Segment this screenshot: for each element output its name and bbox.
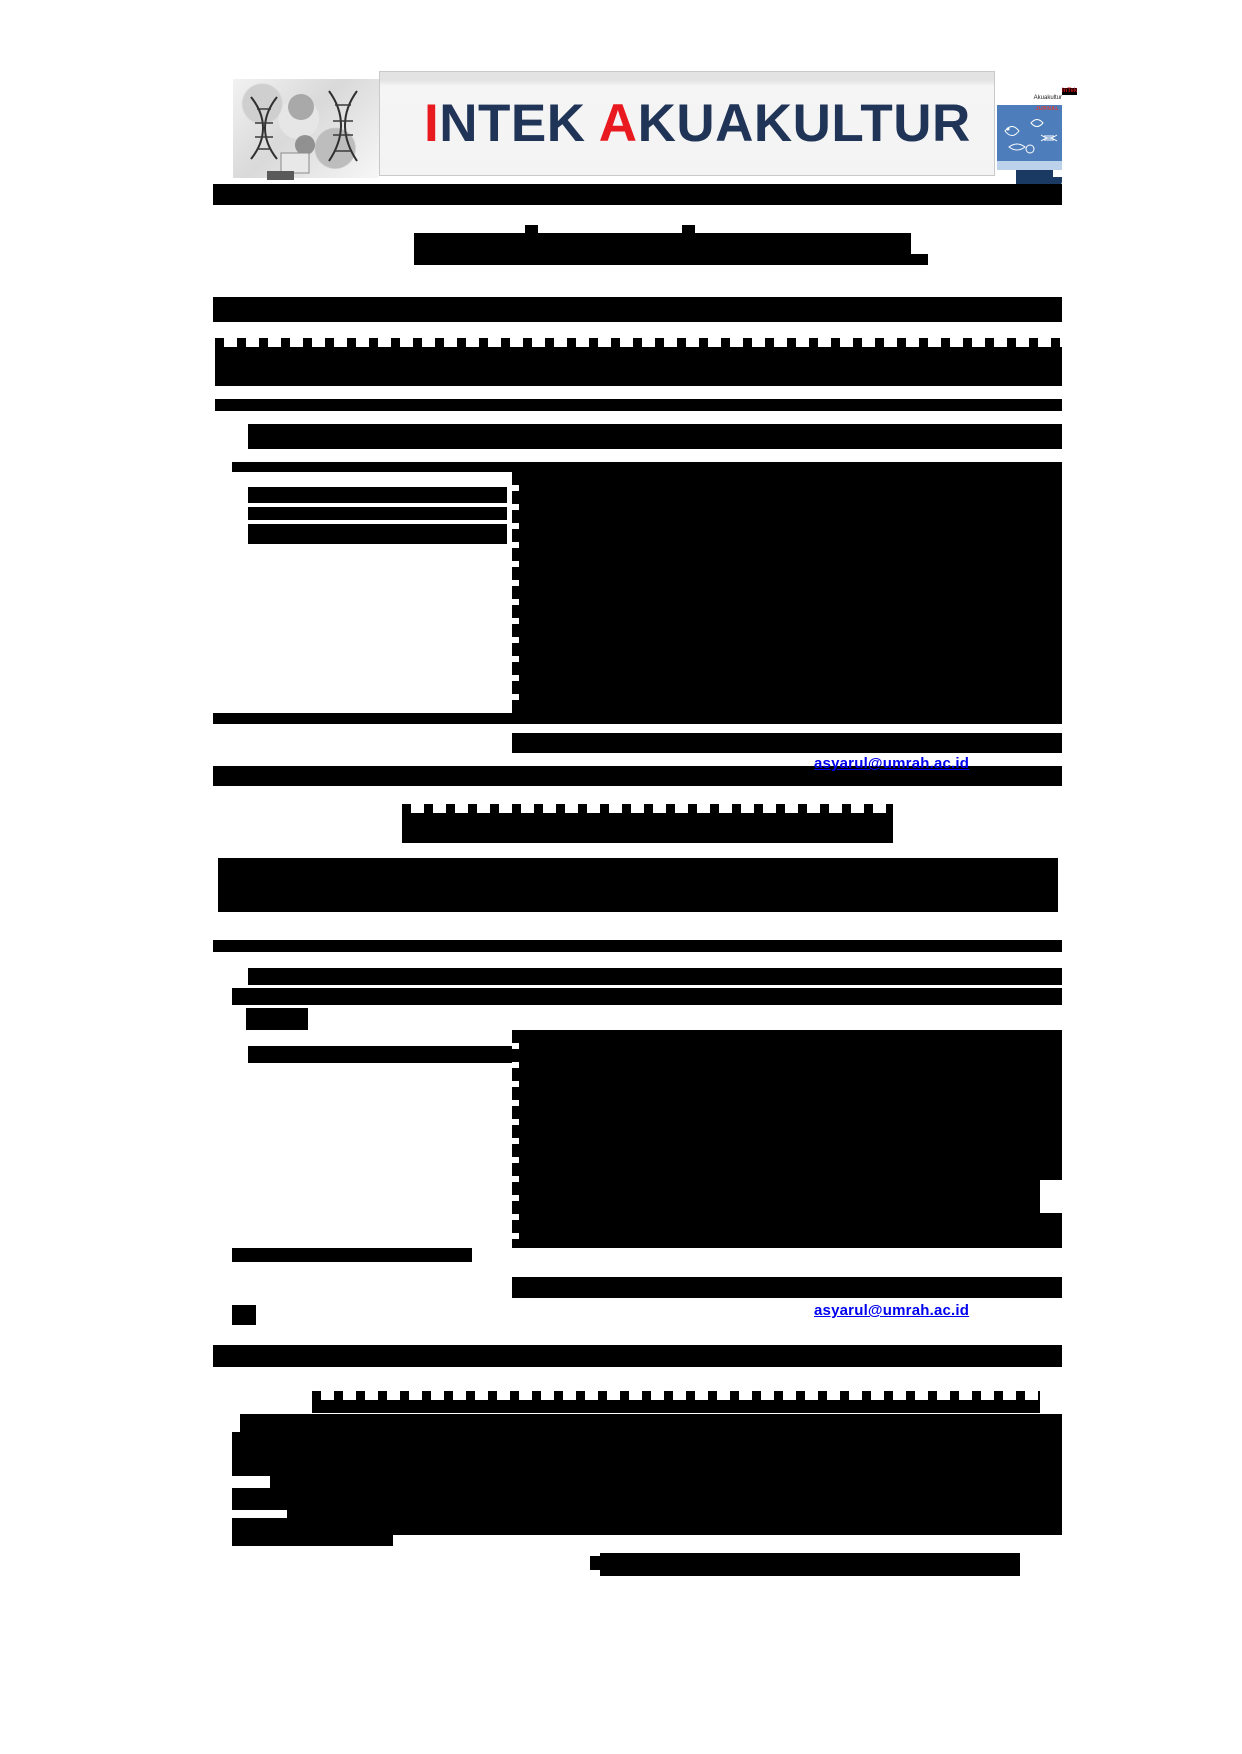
journal-cover-brand <box>997 84 1078 105</box>
journal-title-banner <box>379 71 995 176</box>
redacted-text-bar <box>512 1277 1062 1298</box>
dna-helix-illustration <box>233 79 379 178</box>
journal-cover-art <box>997 105 1062 161</box>
journal-cover-brand-line1: InTek <box>1062 88 1078 94</box>
redacted-text-bar <box>1040 1180 1062 1213</box>
redacted-text-bar <box>218 858 1058 912</box>
journal-title-ntek: NTEK <box>439 94 599 153</box>
redacted-text-bar <box>246 1008 308 1030</box>
redacted-text-bar <box>232 988 1062 1005</box>
redacted-text-bar <box>312 1391 1040 1400</box>
redacted-text-bar <box>213 184 1062 205</box>
redacted-text-bar <box>215 338 1062 347</box>
redacted-text-bar <box>590 1556 600 1570</box>
redacted-text-bar <box>248 524 507 544</box>
redacted-text-bar <box>213 713 1062 724</box>
cover-fish-dna-art-icon <box>997 105 1062 161</box>
redacted-text-bar <box>312 1400 1040 1413</box>
journal-header-collage-image <box>233 79 379 178</box>
redacted-text-bar <box>402 813 893 843</box>
author-email-link-2[interactable]: asyarul@umrah.ac.id <box>814 1302 970 1319</box>
redacted-text-bar <box>232 1535 393 1546</box>
redacted-text-bar <box>248 968 1062 985</box>
redacted-text-bar <box>213 1345 1062 1367</box>
redacted-text-bar <box>402 804 893 813</box>
redacted-text-bar <box>248 424 1062 449</box>
redacted-text-bar <box>232 1248 472 1262</box>
journal-cover-label: JURNAL <box>1035 106 1059 112</box>
redacted-text-bar <box>267 171 294 180</box>
redacted-text-bar <box>232 1518 1062 1535</box>
journal-cover-brand-line2: Akuakultur <box>1033 95 1062 101</box>
journal-title-initial-i: I <box>424 94 440 153</box>
redacted-text-bar <box>213 297 1062 322</box>
redacted-text-bar <box>512 472 1062 714</box>
redacted-text-bar <box>512 733 1062 753</box>
redacted-text-bar <box>287 1510 1062 1518</box>
redacted-text-bar <box>232 462 1062 472</box>
journal-title-initial-a: A <box>598 94 638 153</box>
redacted-text-bar <box>600 1553 1020 1576</box>
redacted-text-bar <box>248 487 507 503</box>
redacted-text-bar <box>248 1046 515 1063</box>
redacted-text-bar <box>911 254 928 265</box>
redacted-text-bar <box>240 1414 1062 1432</box>
journal-title-kuakultur: KUAKULTUR <box>637 94 971 153</box>
redacted-text-bar <box>232 1305 256 1325</box>
redacted-text-bar <box>215 347 1062 386</box>
redacted-text-bar <box>512 1030 1062 1248</box>
redacted-text-bar <box>248 507 507 520</box>
redacted-text-bar <box>270 1476 1062 1488</box>
redacted-text-bar <box>213 940 1062 952</box>
redacted-text-bar <box>232 1488 1062 1510</box>
cover-bottom-strip <box>997 161 1062 170</box>
redacted-text-bar <box>414 233 911 265</box>
journal-cover-thumbnail <box>997 84 1078 187</box>
redacted-text-bar <box>232 1432 1062 1476</box>
redacted-text-bar <box>215 399 1062 411</box>
journal-title <box>424 94 971 153</box>
author-email-link-1[interactable]: asyarul@umrah.ac.id <box>814 755 970 772</box>
